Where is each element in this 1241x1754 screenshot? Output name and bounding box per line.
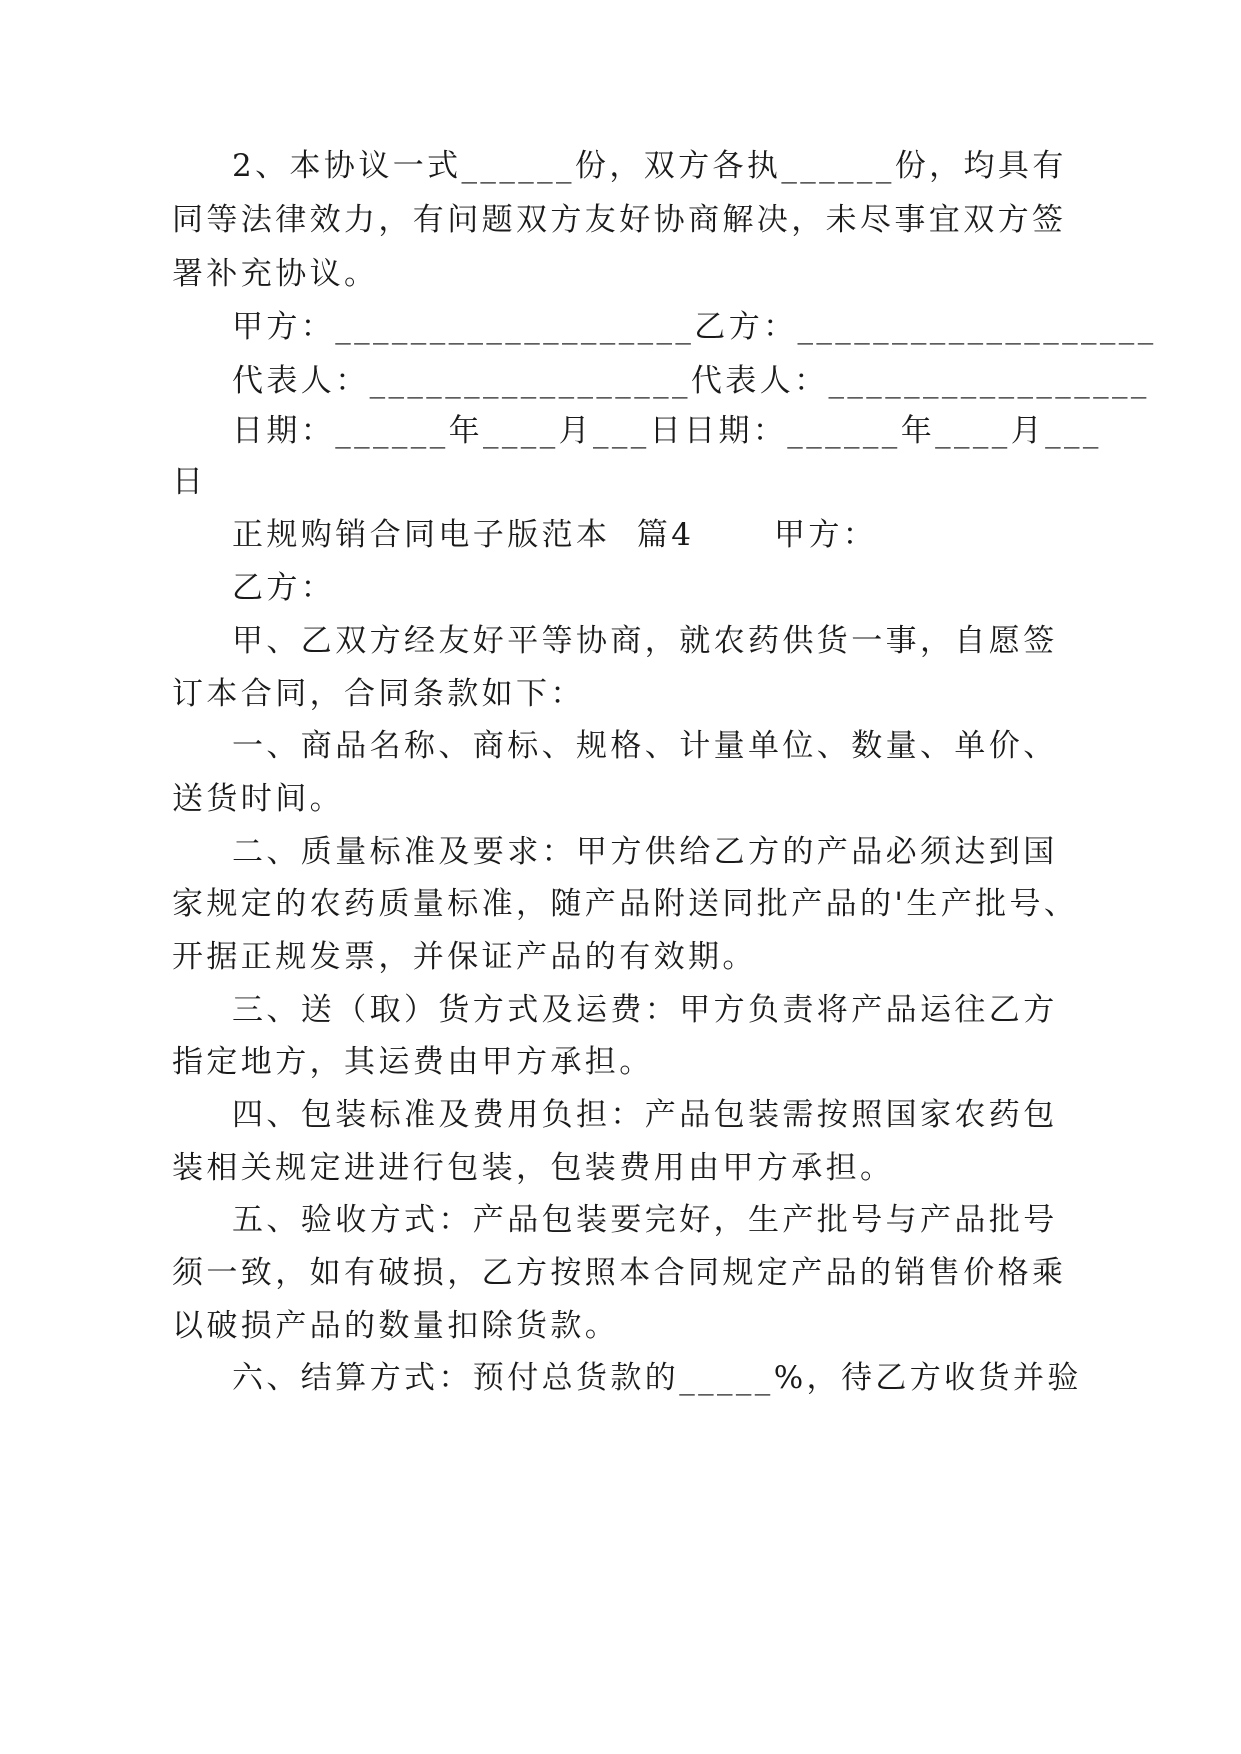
article-4-line-2: 装相关规定进进行包装，包装费用由甲方承担。 — [172, 1150, 895, 1186]
signature-party-line: 甲方：___________________乙方：___________________ — [232, 309, 1157, 345]
article-3-line-2: 指定地方，其运费由甲方承担。 — [172, 1044, 654, 1080]
article-2-line-3: 开据正规发票，并保证产品的有效期。 — [172, 939, 757, 975]
article-4-line-1: 四、包装标准及费用负担：产品包装需按照国家农药包 — [232, 1097, 1058, 1133]
article-2-line-1: 二、质量标准及要求：甲方供给乙方的产品必须达到国 — [232, 834, 1058, 870]
article-1-line-1: 一、商品名称、商标、规格、计量单位、数量、单价、 — [232, 728, 1058, 764]
party-b-label: 乙方： — [232, 570, 336, 606]
section-heading: 正规购销合同电子版范本 篇4 甲方： — [232, 517, 878, 553]
clause-2-line-3: 署补充协议。 — [172, 256, 379, 292]
signature-date-line: 日期：______年____月___日日期：______年____月___ — [232, 413, 1102, 449]
article-5-line-3: 以破损产品的数量扣除货款。 — [172, 1308, 620, 1344]
signature-representative-line: 代表人：_________________代表人：_________________ — [232, 363, 1150, 399]
intro-line-2: 订本合同，合同条款如下： — [172, 676, 585, 712]
article-5-line-2: 须一致，如有破损，乙方按照本合同规定产品的销售价格乘 — [172, 1255, 1067, 1291]
article-6-line-1: 六、结算方式：预付总货款的_____%，待乙方收货并验 — [232, 1360, 1082, 1396]
article-1-line-2: 送货时间。 — [172, 781, 344, 817]
article-5-line-1: 五、验收方式：产品包装要完好，生产批号与产品批号 — [232, 1202, 1058, 1238]
signature-date-line-wrap: 日 — [172, 464, 207, 500]
clause-2-line-1: 2、本协议一式______份，双方各执______份，均具有 — [232, 148, 1067, 184]
article-3-line-1: 三、送（取）货方式及运费：甲方负责将产品运往乙方 — [232, 992, 1058, 1028]
article-2-line-2: 家规定的农药质量标准，随产品附送同批产品的'生产批号、 — [172, 886, 1079, 922]
clause-2-line-2: 同等法律效力，有问题双方友好协商解决，未尽事宜双方签 — [172, 202, 1067, 238]
intro-line-1: 甲、乙双方经友好平等协商，就农药供货一事，自愿签 — [232, 623, 1058, 659]
